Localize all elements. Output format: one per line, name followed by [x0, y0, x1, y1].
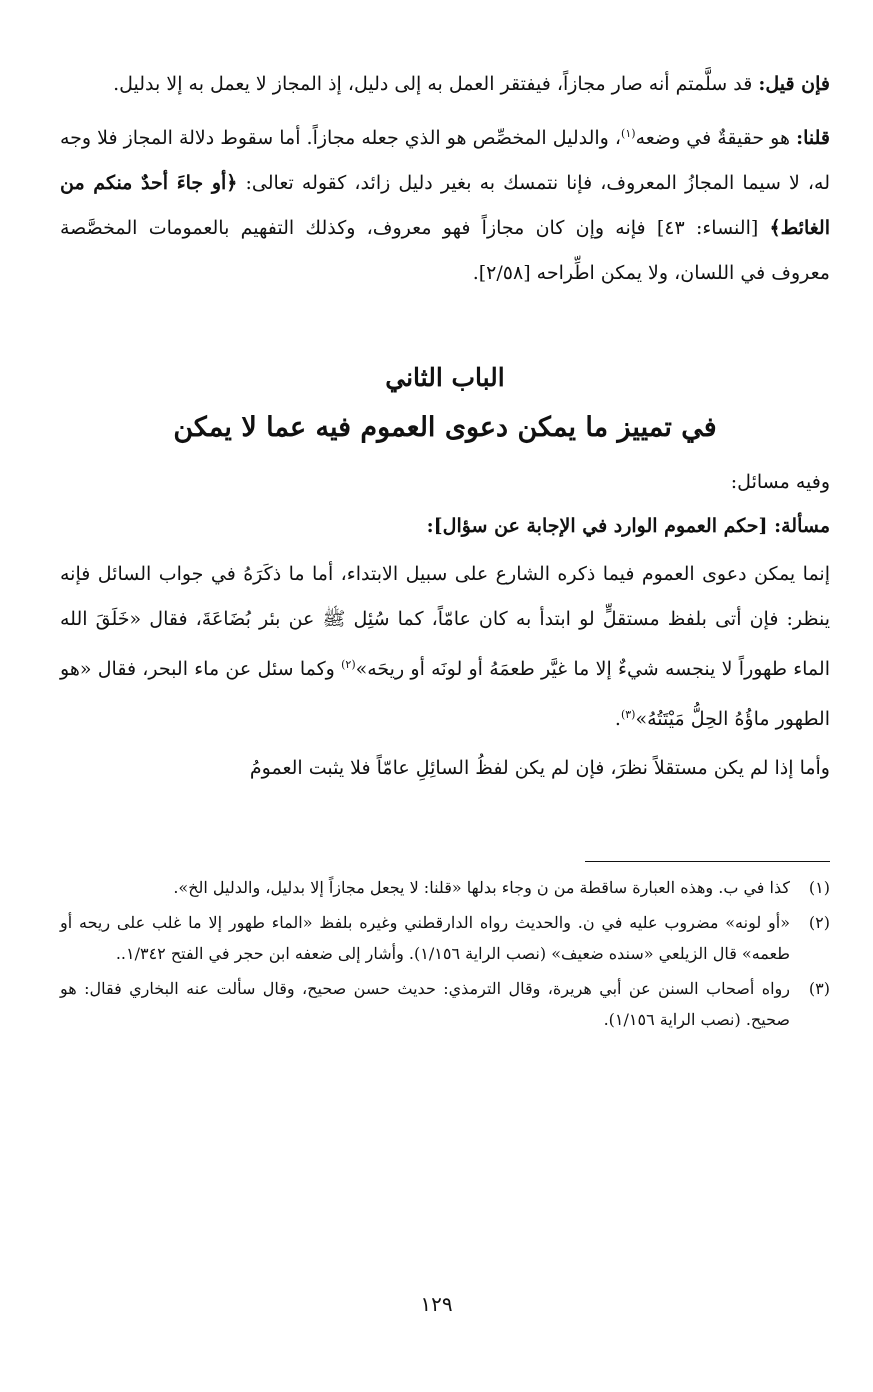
intro-line: وفيه مسائل:	[730, 471, 830, 493]
footnote-ref-2[interactable]: (٢)	[341, 658, 356, 671]
paragraph-text: وكما سئل عن ماء البحر، فقال «هو الطهور ماؤُهُ الحِلُّ مَيْتَتُهُ»	[60, 658, 830, 730]
footnote-ref-3[interactable]: (٣)	[620, 708, 636, 721]
chapter-title: الباب الثاني	[385, 363, 505, 392]
paragraph-objection	[60, 62, 830, 107]
footnote-text: «أو لونه» مضروب عليه في ن. والحديث رواه الدارقطني وغيره بلفظ «الماء طهور إلا ما غلب على ريحه أو طعمه» قال الزيلعي «سنده ضعيف» (نصب الراية ١/١٥٦). وأشار إلى ضعفه ابن حجر في الفتح ١/٣٤٢..	[60, 913, 790, 963]
footnote-3	[60, 973, 830, 1035]
footnote-text: كذا في ب. وهذه العبارة ساقطة من ن وجاء بدلها «قلنا: لا يجعل مجازاً إلا بدليل، والدليل الخ».	[173, 878, 790, 897]
paragraph-text: هو حقيقةٌ في وضعه	[635, 127, 791, 149]
footnote-number: (٢)	[808, 913, 830, 932]
footnote-number: (١)	[808, 878, 830, 897]
paragraph-answer	[60, 552, 830, 742]
footnote-divider	[585, 861, 830, 862]
paragraph-text: [النساء: ٤٣] فإنه وإن كان مجازاً فهو معروف، وكذلك التفهيم بالعمومات المخصَّصة معروف في اللسان، ولا يمكن اطِّراحه [٢/٥٨].	[60, 217, 830, 284]
footnote-ref-1[interactable]: (١)	[621, 127, 636, 140]
quran-quote: ﴿أو جاءَ أحدٌ منكم من الغائط﴾	[60, 172, 830, 239]
paragraph-continuation: وأما إذا لم يكن مستقلاً نظرَ، فإن لم يكن لفظُ السائِلِ عامّاً فلا يثبت العمومُ	[249, 757, 830, 779]
footnote-1	[60, 872, 830, 903]
footnote-number: (٣)	[808, 979, 830, 998]
lead-qulna: قلنا:	[796, 127, 831, 149]
lead-fain-qil: فإن قيل:	[758, 73, 830, 95]
page-body	[60, 62, 830, 1039]
paragraph-text: إنما يمكن دعوى العموم فيما ذكره الشارع على سبيل الابتداء، أما ما ذكَرَهُ في جواب السائل فإنه ينظر: فإن أتى بلفظ مستقلٍّ لو ابتدأ به كان عامّاً، كما سُئِل ﷺ عن بئر بُضَاعَةَ، فقال «خَلَقَ الله الماء طهوراً لا ينجسه شيءٌ إلا ما غيَّر طعمَهُ أو لونَه أو ريحَه»	[60, 563, 830, 680]
footnote-text: رواه أصحاب السنن عن أبي هريرة، وقال الترمذي: حديث حسن صحيح، وقال سألت عنه البخاري فقال: هو صحيح. (نصب الراية ١/١٥٦).	[60, 979, 790, 1029]
paragraph-reply	[60, 111, 830, 296]
masala-title: [حكم العموم الوارد في الإجابة عن سؤال]:	[426, 515, 768, 537]
paragraph-text: قد سلَّمتم أنه صار مجازاً، فيفتقر العمل به إلى دليل، إذ المجاز لا يعمل به إلا بدليل.	[113, 73, 753, 95]
masala-lead: مسألة:	[774, 515, 830, 537]
page-number: ١٢٩	[420, 1292, 453, 1316]
chapter-subtitle: في تمييز ما يمكن دعوى العموم فيه عما لا يمكن	[173, 412, 717, 443]
paragraph-text: .	[614, 708, 621, 730]
masala-heading	[60, 506, 830, 546]
paragraph-text: ، والدليل المخصِّص هو الذي جعله مجازاً. أما سقوط دلالة المجاز فلا وجه له، لا سيما المجازُ المعروف، فإنا نتمسك به بغير دليل زائد، كقوله تعالى:	[60, 127, 830, 194]
footnote-2	[60, 907, 830, 969]
